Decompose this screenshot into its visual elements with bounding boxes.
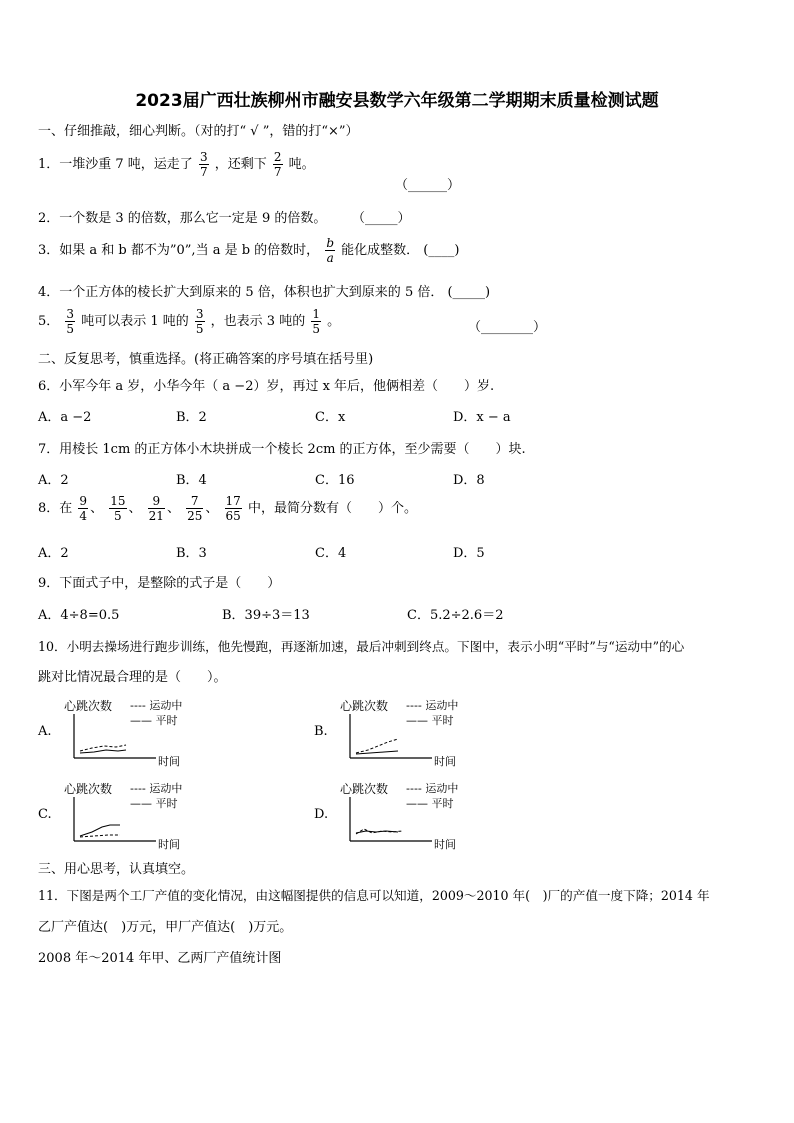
q8-option-d[interactable]: D．5 (453, 546, 485, 561)
q9-option-b[interactable]: B．39÷3＝13 (222, 608, 310, 623)
q10-option-c[interactable]: C. (38, 807, 52, 822)
graph-c-plot (62, 777, 162, 852)
q6-option-b[interactable]: B．2 (176, 410, 207, 425)
question-11-line-2: 乙厂产值达( )万元，甲厂产值达( )万元。 (38, 920, 293, 935)
q9-option-a[interactable]: A．4÷8=0.5 (38, 608, 120, 623)
q8-suffix: 中，最简分数有（ ）个。 (247, 501, 417, 516)
q1-prefix: 1．一堆沙重 7 吨，运走了 (38, 157, 193, 172)
q1-suffix: 吨。 (288, 157, 315, 172)
q3-fraction: $\frac{b}{a}$ (326, 236, 334, 265)
question-4 (38, 281, 490, 300)
q10-option-a[interactable]: A. (38, 724, 52, 739)
q10-graph-c (62, 777, 222, 852)
graph-b-plot (338, 694, 438, 769)
q1-answer-blank[interactable]: （______） (395, 178, 461, 193)
section1-heading: 一、仔细推敲，细心判断。（对的打“ √ ”，错的打“×”） (38, 124, 359, 139)
q7-option-a[interactable]: A．2 (38, 473, 69, 488)
graph-a-legend-dash: ---- 运动中 (130, 699, 183, 712)
graph-b-xlabel: 时间 (434, 755, 456, 768)
q9-option-c[interactable]: C．5.2÷2.6＝2 (407, 608, 504, 623)
q1-mid: ，还剩下 (214, 157, 267, 172)
question-2: 2．一个数是 3 的倍数，那么它一定是 9 的倍数。 (38, 211, 327, 226)
q5-answer-blank[interactable]: （________） (468, 320, 547, 335)
graph-d-legend-dash: ---- 运动中 (406, 782, 459, 795)
graph-d-xlabel: 时间 (434, 838, 456, 851)
q10-graph-b (338, 694, 498, 769)
q8-option-a[interactable]: A．2 (38, 546, 69, 561)
q8-fraction-4: $\frac{7}{25}$ (187, 494, 203, 523)
q8-fraction-1: $\frac{9}{4}$ (79, 494, 88, 523)
q5-mid1: 吨可以表示 1 吨的 (81, 314, 189, 329)
q6-option-d[interactable]: D．x − a (453, 410, 511, 425)
question-7: 7．用棱长 1cm 的正方体小木块拼成一个棱长 2cm 的正方体，至少需要（ ）块. (38, 442, 526, 457)
q10-graph-d (338, 777, 498, 852)
question-10-line-1: 10．小明去操场进行跑步训练，他先慢跑，再逐渐加速，最后冲刺到终点。下图中，表示小明“平时”与“运动中”的心 (38, 639, 685, 654)
q5-fraction-2: $\frac{3}{5}$ (195, 307, 204, 336)
graph-c-legend-dash: ---- 运动中 (130, 782, 183, 795)
q10-option-b[interactable]: B. (314, 724, 328, 739)
question-6: 6．小军今年 a 岁，小华今年（ a −2）岁，再过 x 年后，他俩相差（ ）岁. (38, 379, 495, 394)
q3-suffix: 能化成整数． (341, 243, 420, 258)
q8-fraction-2: $\frac{15}{5}$ (110, 494, 126, 523)
graph-b-ylabel: 心跳次数 (340, 699, 389, 713)
graph-c-legend-solid: —— 平时 (130, 797, 178, 810)
q8-fraction-3: $\frac{9}{21}$ (148, 494, 164, 523)
q6-option-a[interactable]: A．a −2 (38, 410, 92, 425)
q7-option-c[interactable]: C．16 (315, 473, 355, 488)
graph-d-ylabel: 心跳次数 (340, 782, 389, 796)
q10-option-d[interactable]: D. (314, 807, 329, 822)
q5-fraction-1: $\frac{3}{5}$ (66, 307, 75, 336)
graph-d-plot (338, 777, 438, 852)
graph-c-xlabel: 时间 (158, 838, 180, 851)
q5-prefix: 5． (38, 314, 60, 329)
q4-text: 4．一个正方体的棱长扩大到原来的 5 倍，体积也扩大到原来的 5 倍． (38, 285, 444, 300)
q8-option-b[interactable]: B．3 (176, 546, 207, 561)
q8-prefix: 8．在 (38, 501, 73, 516)
graph-b-legend-solid: —— 平时 (406, 714, 454, 727)
q10-graph-a (62, 694, 222, 769)
question-11-line-1: 11．下图是两个工厂产值的变化情况，由这幅图提供的信息可以知道，2009～2010 年( )厂的产值一度下降；2014 年 (38, 888, 710, 903)
q5-suffix: 。 (327, 314, 341, 329)
graph-a-xlabel: 时间 (158, 755, 180, 768)
question-10-line-2: 跳对比情况最合理的是（ ）。 (38, 670, 227, 685)
q8-option-c[interactable]: C．4 (315, 546, 347, 561)
section3-heading: 三、用心思考，认真填空。 (38, 862, 195, 877)
question-8: 8．在 $\frac{9}{4}$ 、 $\frac{15}{5}$ 、 $\frac{9}{21}$ 、 $\frac{7}{25}$ 、 $\frac{17}{65}$ 中，最简分数有（ ）个。 (38, 494, 417, 523)
graph-c-ylabel: 心跳次数 (64, 782, 113, 796)
q1-fraction-2: $\frac{2}{7}$ (273, 150, 282, 179)
page-title: 2023届广西壮族柳州市融安县数学六年级第二学期期末质量检测试题 (135, 91, 659, 111)
q4-answer-blank[interactable]: (_____) (447, 285, 491, 300)
question-1 (38, 150, 315, 179)
q6-option-c[interactable]: C．x (315, 410, 346, 425)
q3-prefix: 3．如果 a 和 b 都不为”0”,当 a 是 b 的倍数时， (38, 243, 320, 258)
graph-d-legend-solid: —— 平时 (406, 797, 454, 810)
graph-a-legend-solid: —— 平时 (130, 714, 178, 727)
q1-fraction-1: $\frac{3}{7}$ (199, 150, 208, 179)
q5-fraction-3: $\frac{1}{5}$ (312, 307, 320, 336)
question-5 (38, 307, 340, 336)
q11-chart-title: 2008 年～2014 年甲、乙两厂产值统计图 (38, 951, 282, 966)
q7-option-d[interactable]: D．8 (453, 473, 485, 488)
section2-heading: 二、反复思考，慎重选择。(将正确答案的序号填在括号里) (38, 352, 374, 367)
graph-a-plot (62, 694, 162, 769)
q5-mid2: ，也表示 3 吨的 (210, 314, 306, 329)
q8-fraction-5: $\frac{17}{65}$ (225, 494, 241, 523)
graph-b-legend-dash: ---- 运动中 (406, 699, 459, 712)
q7-option-b[interactable]: B．4 (176, 473, 207, 488)
question-3 (38, 236, 459, 265)
q3-answer-blank[interactable]: (____) (423, 243, 460, 258)
graph-a-ylabel: 心跳次数 (64, 699, 113, 713)
q2-answer-blank[interactable]: （_____） (352, 211, 411, 226)
question-9: 9．下面式子中，是整除的式子是（ ） (38, 576, 281, 591)
